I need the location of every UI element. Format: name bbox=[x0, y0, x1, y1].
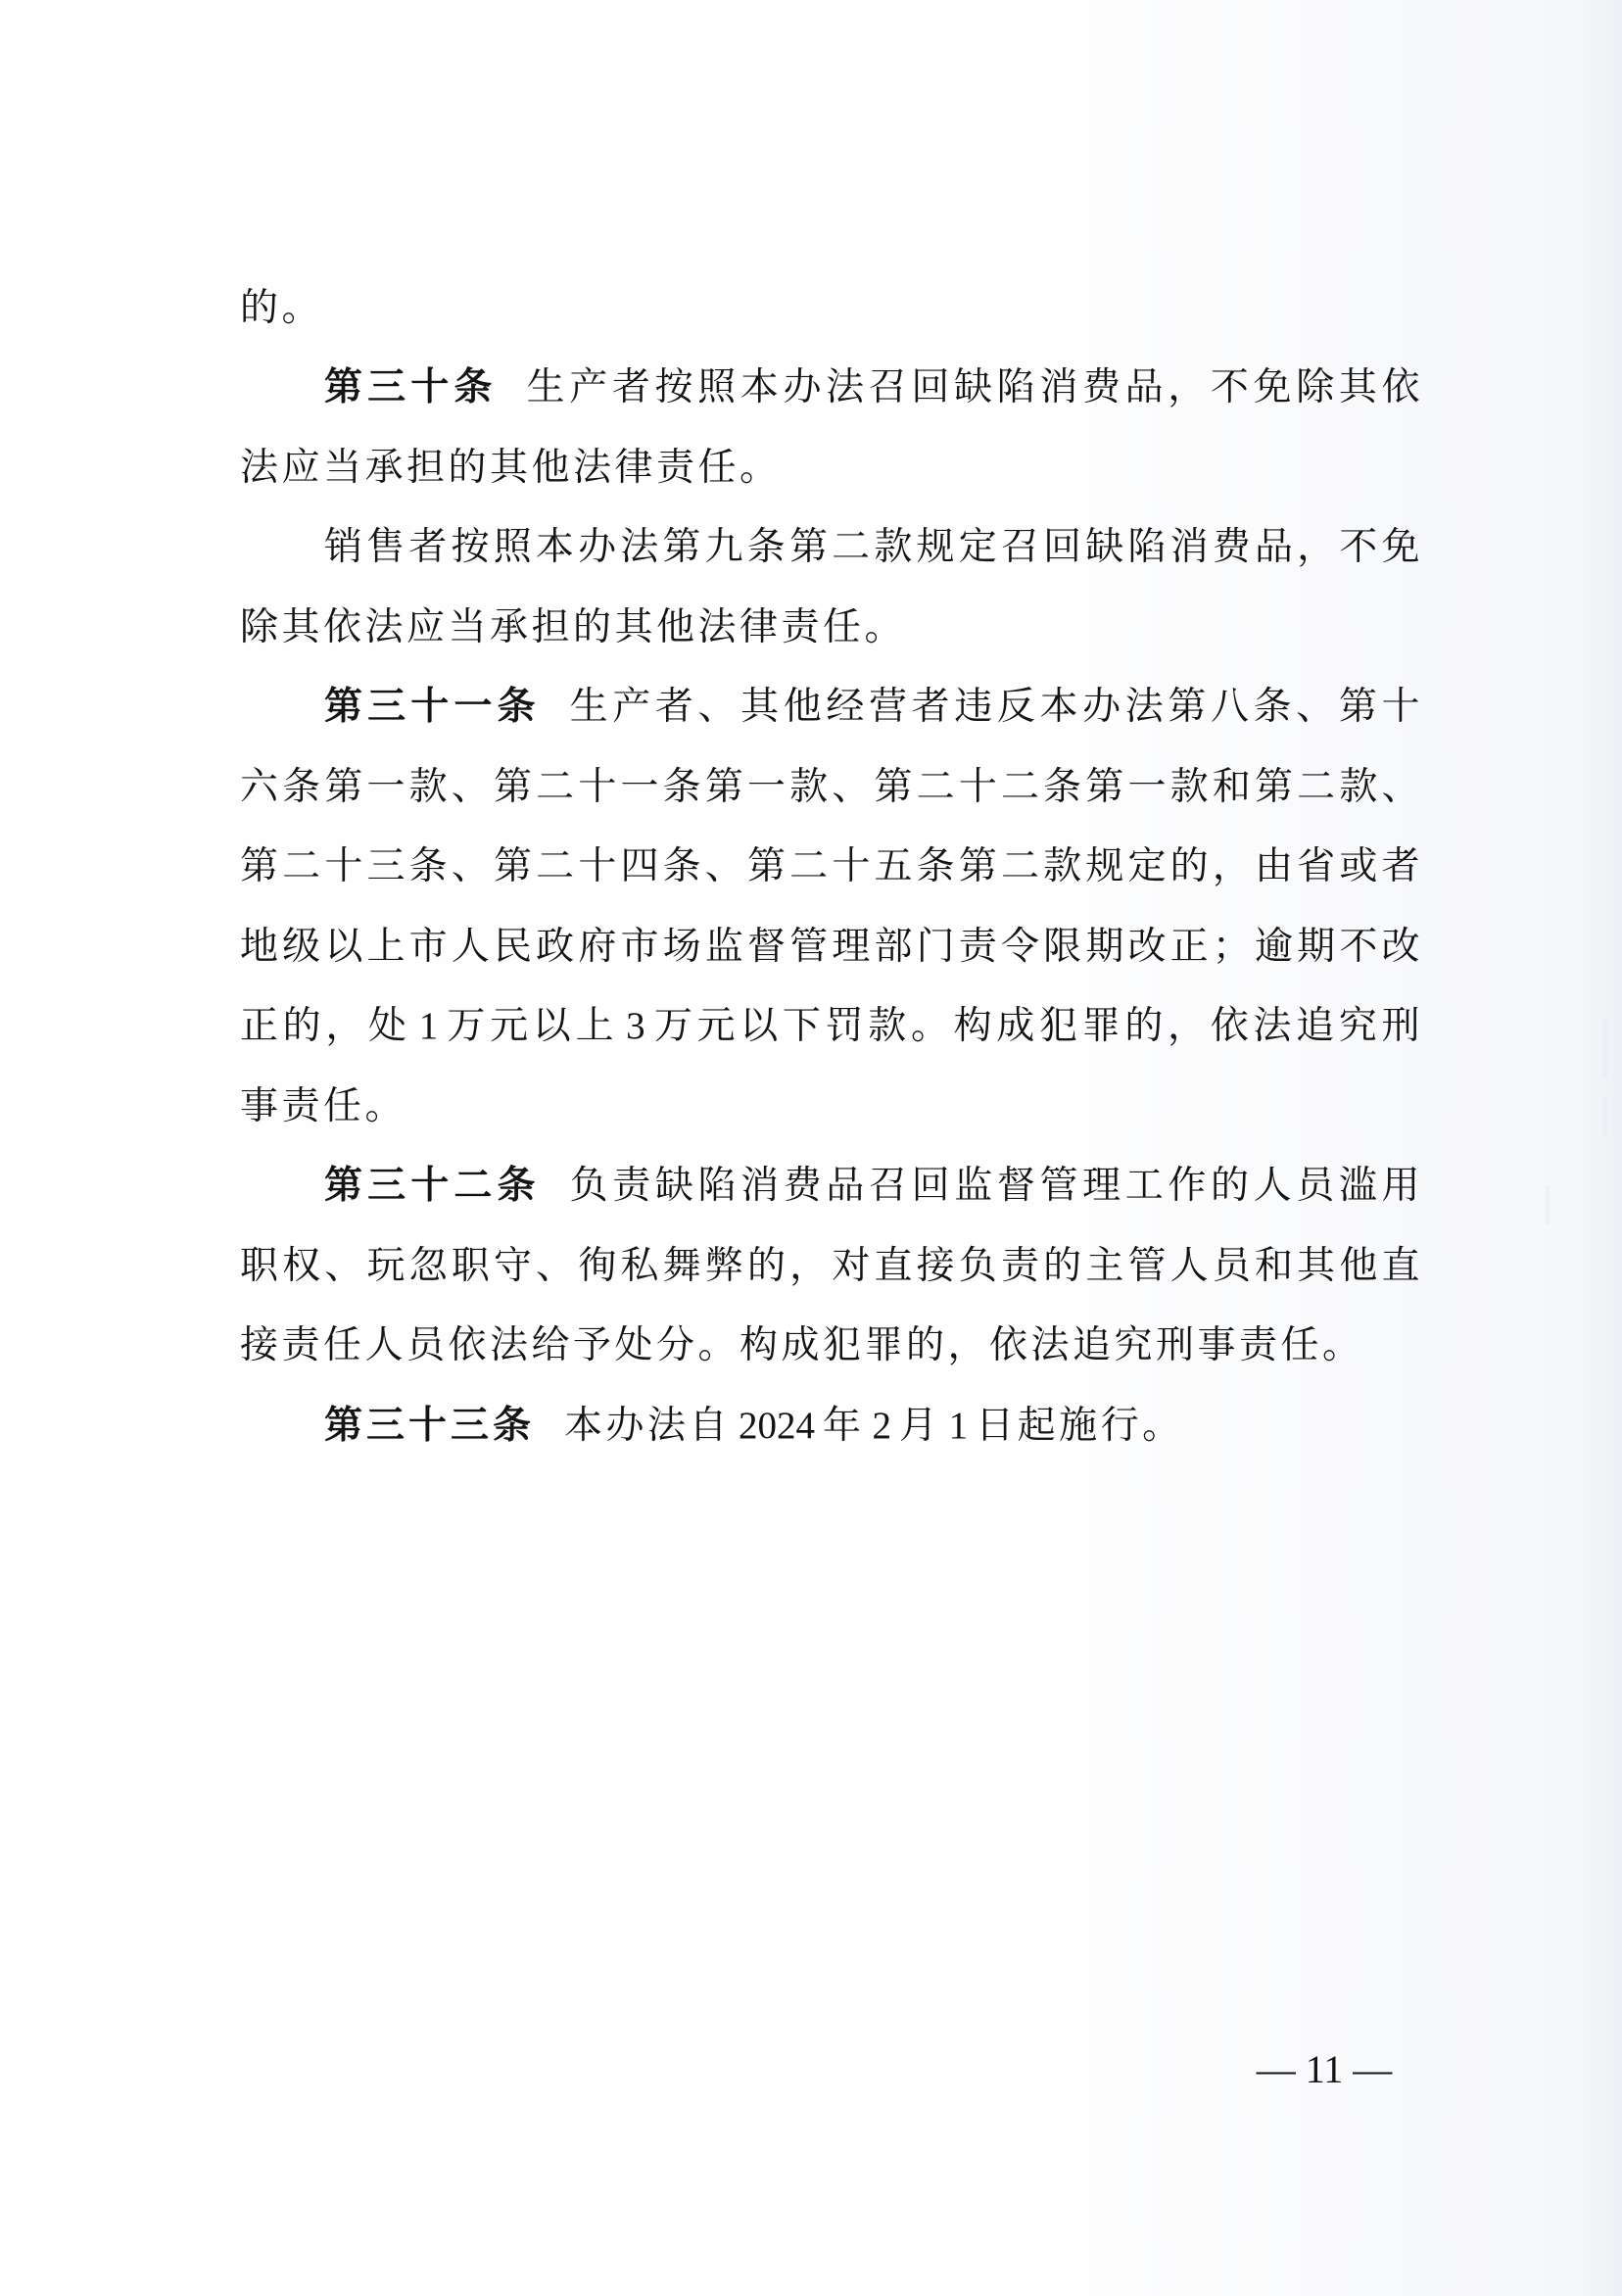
text-line bbox=[240, 918, 1423, 977]
paragraph-text: 销售者按照本办法第九条第二款规定召回缺陷消费品，不免 bbox=[324, 525, 1423, 569]
paragraph-text: 第二十三条、第二十四条、第二十五条第二款规定的，由省或者 bbox=[240, 844, 1423, 888]
article-heading: 第三十二条 bbox=[324, 1164, 541, 1208]
text-line bbox=[240, 1316, 1423, 1375]
article-heading: 第三十三条 bbox=[324, 1404, 536, 1448]
paragraph-text: 事责任。 bbox=[240, 1084, 407, 1128]
paragraph-text: 生产者按照本办法召回缺陷消费品，不免除其依 bbox=[526, 365, 1423, 409]
article-30-line bbox=[324, 359, 1423, 417]
article-heading: 第三十一条 bbox=[324, 685, 541, 729]
fine-max-amount: 3 bbox=[626, 1005, 645, 1047]
paragraph-text: 万元以下罚款。构成犯罪的，依法追究刑 bbox=[652, 1004, 1423, 1048]
text-line bbox=[240, 1077, 1423, 1136]
effective-month: 2 bbox=[872, 1405, 892, 1447]
text-line bbox=[240, 837, 1423, 896]
paragraph-text: 职权、玩忽职守、徇私舞弊的，对直接负责的主管人员和其他直 bbox=[240, 1244, 1423, 1288]
text-line bbox=[240, 997, 1423, 1056]
text-line bbox=[324, 518, 1423, 577]
paragraph-text: 的。 bbox=[240, 286, 324, 330]
paragraph-text: 除其依法应当承担的其他法律责任。 bbox=[240, 605, 907, 649]
paragraph-text: 本办法自 bbox=[564, 1404, 732, 1448]
paragraph-text: 年 bbox=[823, 1404, 865, 1448]
page-number: — 11 — bbox=[1256, 2047, 1393, 2091]
article-32-line bbox=[324, 1157, 1423, 1216]
paragraph-text: 负责缺陷消费品召回监督管理工作的人员滥用 bbox=[569, 1164, 1423, 1208]
paragraph-text: 正的，处 bbox=[240, 1004, 411, 1048]
paragraph-text: 法应当承担的其他法律责任。 bbox=[240, 446, 782, 490]
paragraph-text: 六条第一款、第二十一条第一款、第二十二条第一款和第二款、 bbox=[240, 765, 1423, 809]
text-line bbox=[240, 279, 1423, 338]
scan-artifact bbox=[1602, 1097, 1607, 1136]
scan-artifact bbox=[1546, 1185, 1550, 1224]
article-31-line bbox=[324, 678, 1423, 737]
paragraph-text: 日起施行。 bbox=[976, 1404, 1184, 1448]
article-heading: 第三十条 bbox=[324, 365, 498, 409]
paragraph-text: 接责任人员依法给予处分。构成犯罪的，依法追究刑事责任。 bbox=[240, 1323, 1364, 1367]
paragraph-text: 万元以上 bbox=[446, 1004, 619, 1048]
scan-artifact bbox=[1602, 1019, 1608, 1077]
text-line bbox=[240, 1237, 1423, 1296]
paragraph-text: 月 bbox=[899, 1404, 941, 1448]
paragraph-text: 地级以上市人民政府市场监督管理部门责令限期改正；逾期不改 bbox=[240, 925, 1423, 969]
text-line bbox=[240, 439, 1423, 498]
effective-year: 2024 bbox=[739, 1405, 816, 1447]
paragraph-text: 生产者、其他经营者违反本办法第八条、第十 bbox=[569, 685, 1423, 729]
text-line bbox=[240, 758, 1423, 817]
effective-day: 1 bbox=[948, 1405, 969, 1447]
fine-min-amount: 1 bbox=[418, 1005, 439, 1047]
article-33-line bbox=[324, 1397, 1423, 1456]
text-line bbox=[240, 598, 1423, 657]
